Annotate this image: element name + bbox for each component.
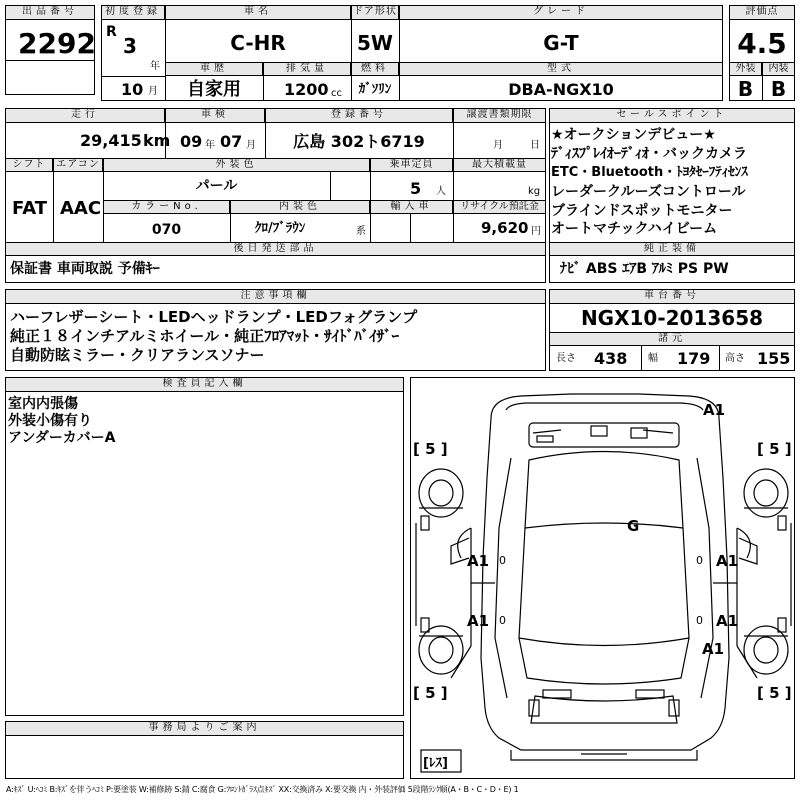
model-code: DBA-NGX10 (508, 80, 614, 99)
inspector-line: アンダーカバーA (8, 430, 116, 446)
interior-color-label: 内装色 (230, 200, 370, 214)
registration-number: 広島 302ト6719 (293, 132, 425, 151)
door-type: 5W (357, 31, 393, 55)
chassis-number: NGX10-2013658 (580, 306, 764, 330)
car-body-diagram (411, 378, 796, 780)
fuel-label: 燃料 (351, 62, 399, 76)
history-label: 車歴 (165, 62, 263, 76)
history: 自家用 (187, 79, 241, 100)
displacement-label: 排気量 (263, 62, 351, 76)
month-unit: 月 (148, 86, 158, 97)
delivery-parts: 保証書 車両取説 予備ｷｰ (10, 261, 160, 277)
tire-rear-right: [ 5 ] (757, 440, 792, 458)
capacity: 5 (410, 179, 422, 198)
sales-point-line: ブラインドスポットモニター (551, 203, 733, 219)
model-label: 型式 (399, 62, 723, 76)
lot-number: 2292 (18, 27, 96, 60)
first-reg-label: 初度登録 (101, 5, 165, 20)
legend: A:ｷｽﾞ U:ﾍｺﾐ B:ｷｽﾞを伴うﾍｺﾐ P:要塗装 W:補修跡 S:錆 C:腐食 G:ﾌﾛﾝﾄｶﾞﾗｽ点ｷｽﾞ XX:交換済み X:要交換 内・外装評価 5段階ﾗﾝｸ順(A・B・C・D・E) 1 (6, 785, 519, 794)
inspection-label: 車検 (165, 108, 265, 123)
transfer-day-unit: 日 (530, 140, 540, 151)
fuel: ｶﾞｿﾘﾝ (358, 82, 392, 97)
sales-point-line: レーダークルーズコントロール (551, 184, 746, 200)
recycle-unit: 円 (531, 226, 541, 237)
color-no-label: カラーNo. (103, 200, 230, 214)
door-zero-mark: 0 (499, 614, 506, 627)
note-line: ハーフレザーシート・LEDヘッドランプ・LEDフォグランプ (10, 308, 418, 326)
lot-number-label: 出品番号 (5, 5, 95, 20)
max-load-label: 最大積載量 (453, 158, 546, 172)
inspection-year-unit: 年 (205, 140, 215, 151)
length-label: 長さ (556, 353, 576, 364)
sales-point-line: ﾃﾞｨｽﾌﾟﾚｲｵｰﾃﾞｨｵ・バックカメラ (551, 146, 747, 162)
color-no: 070 (151, 222, 182, 238)
car-diagram-box (410, 377, 795, 779)
capacity-label: 乗車定員 (370, 158, 453, 172)
damage-mark-right-rear-door: A1 (716, 552, 739, 570)
exterior-color: パール (195, 178, 238, 194)
transfer-deadline-label: 譲渡書類期限 (453, 108, 546, 123)
spare-tire: [ﾚｽ] (423, 756, 448, 771)
displacement: 1200 (284, 80, 329, 99)
door-label: ドア形状 (351, 5, 399, 20)
recycle-deposit: 9,620 (481, 219, 529, 237)
damage-mark-right-front-door: A1 (716, 612, 739, 630)
inspection-month-unit: 月 (246, 140, 256, 151)
grade: G-T (543, 31, 579, 55)
chassis-label: 車台番号 (549, 289, 795, 304)
sales-point-line: ★オークションデビュー★ (551, 127, 716, 143)
car-name: C-HR (230, 31, 286, 55)
damage-mark-rear: A1 (703, 401, 726, 419)
recycle-label: リサイクル預託金 (453, 200, 546, 214)
sales-point-line: オートマチックハイビーム (551, 221, 718, 237)
door-zero-mark: 0 (696, 554, 703, 567)
damage-mark-left-rear-door: A1 (467, 552, 490, 570)
door-zero-mark: 0 (499, 554, 506, 567)
equipment-items: ﾅﾋﾞ ABS ｴｱB ｱﾙﾐ PS PW (560, 261, 729, 277)
interior-label: 内装 (762, 62, 795, 76)
first-reg-year: 3 (123, 34, 137, 58)
shift-label: シフト (5, 158, 53, 172)
interior-color: ｸﾛ/ﾌﾞﾗｳﾝ (255, 221, 306, 236)
damage-mark-front-right: A1 (702, 640, 725, 658)
width: 179 (677, 349, 711, 368)
inspection-year: 09 (180, 132, 203, 151)
capacity-unit: 人 (436, 186, 446, 197)
equipment-label: 純正装備 (549, 242, 795, 256)
exterior-grade: B (737, 77, 754, 101)
height: 155 (757, 349, 791, 368)
sales-points-label: セールスポイント (549, 108, 795, 123)
inspector-line: 室内内張傷 (8, 396, 78, 412)
notes-label: 注意事項欄 (5, 289, 546, 304)
length: 438 (594, 349, 628, 368)
tire-front-left: [ 5 ] (413, 684, 448, 702)
interior-grade: B (770, 77, 787, 101)
height-label: 高さ (725, 353, 745, 364)
exterior-label: 外装 (729, 62, 762, 76)
shift: FAT (12, 198, 48, 219)
ac: AAC (60, 198, 102, 219)
sales-point-line: ETC・Bluetooth・ﾄﾖﾀｾｰﾌﾃｨｾﾝｽ (551, 165, 748, 180)
damage-mark-left-front-door: A1 (467, 612, 490, 630)
note-line: 純正１８インチアルミホイール・純正ﾌﾛｱﾏｯﾄ・ｻｲﾄﾞﾊﾞｲｻﾞｰ (10, 327, 400, 345)
first-reg-month: 10 (121, 80, 144, 99)
mileage-unit: km (143, 131, 171, 150)
load-unit: kg (528, 186, 541, 197)
color-label: 外装色 (103, 158, 370, 172)
ac-label: エアコン (53, 158, 103, 172)
score: 4.5 (737, 27, 787, 60)
inspection-month: 07 (220, 132, 243, 151)
note-line: 自動防眩ミラー・クリアランスソナー (10, 346, 265, 364)
year-unit: 年 (150, 61, 160, 72)
tire-rear-left: [ 5 ] (413, 440, 448, 458)
reg-number-label: 登録番号 (265, 108, 453, 123)
damage-mark-windshield: G (627, 517, 640, 535)
era: R (106, 24, 117, 40)
office-label: 事務局よりご案内 (5, 721, 404, 736)
grade-label: グレード (399, 5, 723, 20)
mileage: 29,415 (80, 131, 142, 150)
car-name-label: 車名 (165, 5, 351, 20)
mileage-label: 走行 (5, 108, 165, 123)
displacement-unit: cc (331, 88, 342, 99)
transfer-month-unit: 月 (493, 140, 503, 151)
import-label: 輸入車 (370, 200, 453, 214)
score-label: 評価点 (729, 5, 795, 20)
tire-front-right: [ 5 ] (757, 684, 792, 702)
inspector-label: 検査員記入欄 (5, 377, 404, 392)
interior-color-unit: 系 (356, 226, 366, 237)
delivery-parts-label: 後日発送部品 (5, 242, 546, 256)
specs-label: 諸元 (549, 332, 795, 346)
width-label: 幅 (648, 353, 658, 364)
door-zero-mark: 0 (696, 614, 703, 627)
inspector-line: 外装小傷有り (8, 413, 92, 429)
